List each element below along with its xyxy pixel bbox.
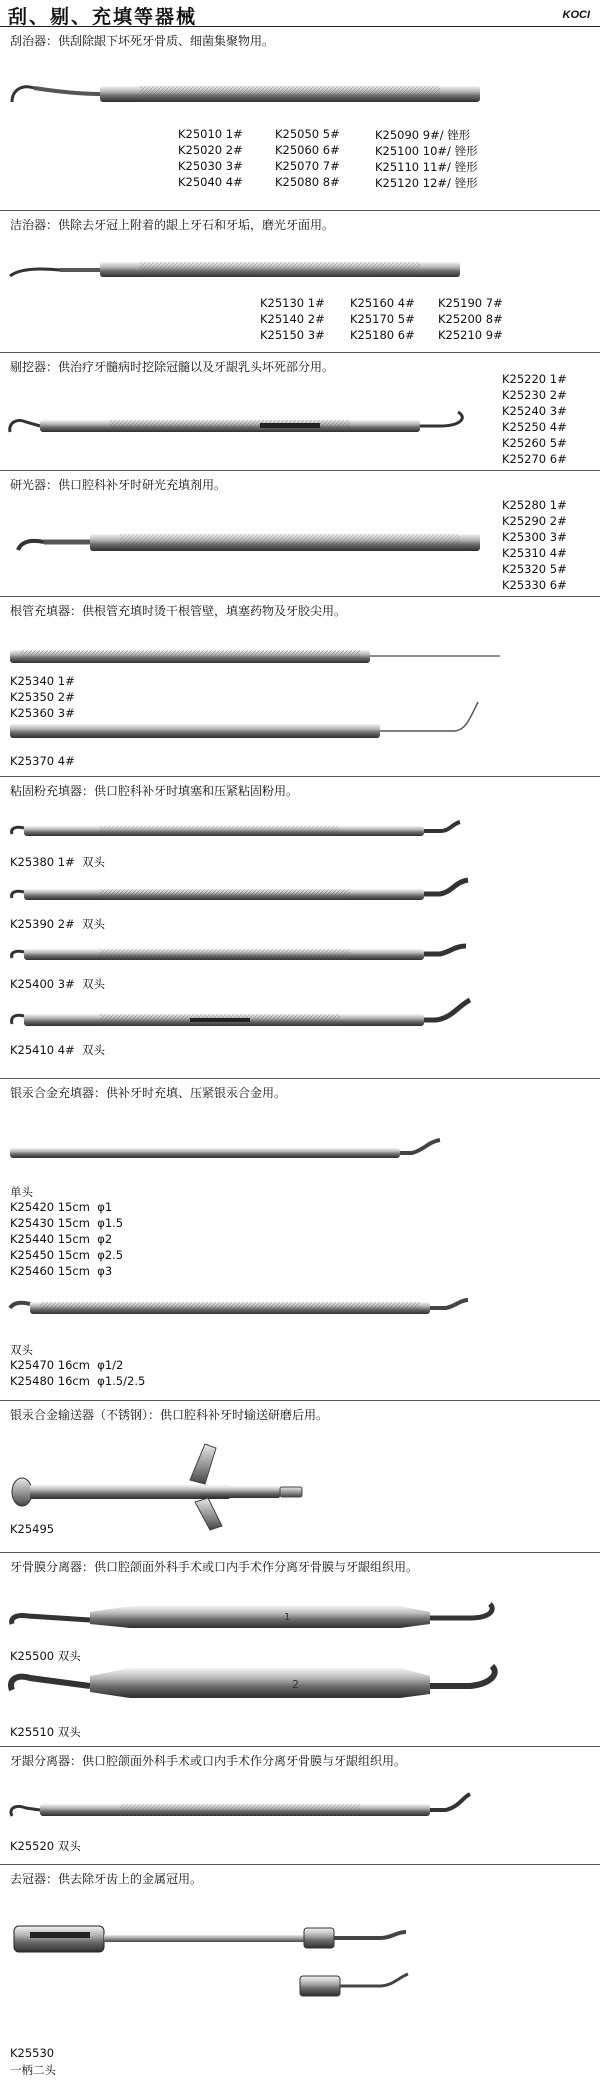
section-excavator	[0, 354, 600, 470]
section-root-canal-filler	[0, 598, 600, 776]
code-item: K25060 6#	[275, 143, 340, 157]
section-cement-filler	[0, 778, 600, 1078]
code-item: K25420 15cm φ1	[10, 1200, 113, 1214]
page-title: 刮、剔、充填等器械	[8, 6, 198, 28]
cleaner-instrument	[0, 252, 600, 292]
code-item: K25380 1# 双头	[10, 855, 106, 869]
code-item: K25220 1#	[502, 372, 567, 386]
gingival-separator-instrument	[0, 1792, 600, 1832]
divider	[0, 210, 600, 211]
code-item: K25410 4# 双头	[10, 1043, 106, 1057]
amalgam-filler-single	[0, 1132, 600, 1172]
code-item: K25400 3# 双头	[10, 977, 106, 991]
code-item: K25230 2#	[502, 388, 567, 402]
group-label-single: 单头	[10, 1185, 33, 1199]
cement-filler-1	[0, 816, 600, 846]
divider	[0, 1864, 600, 1865]
section-title: 刮治器：供刮除龈下坏死牙骨质、细菌集聚物用。	[10, 34, 275, 48]
cement-filler-3	[0, 938, 600, 968]
code-item: K25160 4#	[350, 296, 415, 310]
code-item: K25130 1#	[260, 296, 325, 310]
section-amalgam-filler	[0, 1080, 600, 1400]
section-title: 牙骨膜分离器：供口腔颌面外科手术或口内手术作分离牙骨膜与牙龈组织用。	[10, 1560, 419, 1574]
instrument-mark: 1	[284, 1612, 291, 1623]
code-item: K25460 15cm φ3	[10, 1264, 113, 1278]
code-item: K25390 2# 双头	[10, 917, 106, 931]
code-item: K25450 15cm φ2.5	[10, 1248, 124, 1262]
section-periosteal-elevator	[0, 1554, 600, 1746]
code-item: K25070 7#	[275, 159, 340, 173]
code-item: K25360 3#	[10, 706, 75, 720]
code-item: K25470 16cm φ1/2	[10, 1358, 124, 1372]
section-cleaner	[0, 212, 600, 352]
section-title: 洁治器：供除去牙冠上附着的龈上牙石和牙垢，磨光牙面用。	[10, 218, 335, 232]
code-item: K25240 3#	[502, 404, 567, 418]
code-item: K25120 12#/ 锉形	[375, 176, 478, 190]
code-item: K25330 6#	[502, 578, 567, 592]
code-item: K25320 5#	[502, 562, 567, 576]
code-item: K25340 1#	[10, 674, 75, 688]
code-item: K25090 9#/ 锉形	[375, 128, 471, 142]
code-item: K25010 1#	[178, 127, 243, 141]
code-item: K25250 4#	[502, 420, 567, 434]
code-item: K25180 6#	[350, 328, 415, 342]
divider	[0, 352, 600, 353]
root-canal-filler-2	[0, 706, 600, 766]
code-item: K25430 15cm φ1.5	[10, 1216, 124, 1230]
periosteal-elevator-2	[0, 1662, 600, 1712]
section-title: 牙龈分离器：供口腔颌面外科手术或口内手术作分离牙骨膜与牙龈组织用。	[10, 1754, 407, 1768]
code-item: K25510 双头	[10, 1725, 81, 1739]
section-title: 去冠器：供去除牙齿上的金属冠用。	[10, 1872, 203, 1886]
code-item: K25300 3#	[502, 530, 567, 544]
code-item: K25040 4#	[178, 175, 243, 189]
divider	[0, 1552, 600, 1553]
code-item: K25310 4#	[502, 546, 567, 560]
section-amalgam-carrier	[0, 1402, 600, 1552]
instrument-mark: 2	[292, 1678, 299, 1691]
amalgam-carrier-instrument	[0, 1430, 600, 1530]
code-item: K25200 8#	[438, 312, 503, 326]
cement-filler-2	[0, 878, 600, 908]
cement-filler-4	[0, 1000, 600, 1036]
code-item: K25050 5#	[275, 127, 340, 141]
section-title: 银汞合金输送器（不锈钢）：供口腔科补牙时输送研磨后用。	[10, 1408, 329, 1422]
section-title: 银汞合金充填器：供补牙时充填、压紧银汞合金用。	[10, 1086, 287, 1100]
section-scaler	[0, 28, 600, 210]
crown-remover-instrument	[0, 1898, 600, 2008]
divider	[0, 1400, 600, 1401]
code-item: K25530	[10, 2046, 55, 2060]
divider	[0, 596, 600, 597]
scaler-tip	[12, 87, 34, 102]
code-item: K25020 2#	[178, 143, 243, 157]
section-gingival-separator	[0, 1748, 600, 1864]
page-header	[0, 0, 600, 27]
divider	[0, 1078, 600, 1079]
code-item: K25260 5#	[502, 436, 567, 450]
code-item: K25170 5#	[350, 312, 415, 326]
code-item: 一柄二头	[10, 2063, 56, 2077]
section-crown-remover	[0, 1866, 600, 2080]
section-title: 剔挖器：供治疗牙髓病时挖除冠髓以及牙龈乳头坏死部分用。	[10, 360, 335, 374]
code-item: K25100 10#/ 锉形	[375, 144, 478, 158]
group-label-double: 双头	[10, 1343, 33, 1357]
periosteal-elevator-1	[0, 1598, 600, 1638]
brand-logo: KOCI	[562, 9, 590, 21]
code-item: K25110 11#/ 锉形	[375, 160, 478, 174]
code-item: K25370 4#	[10, 754, 75, 768]
code-item: K25030 3#	[178, 159, 243, 173]
code-item: K25480 16cm φ1.5/2.5	[10, 1374, 146, 1388]
code-item: K25080 8#	[275, 175, 340, 189]
divider	[0, 1746, 600, 1747]
divider	[0, 776, 600, 777]
code-item: K25290 2#	[502, 514, 567, 528]
code-item: K25140 2#	[260, 312, 325, 326]
code-item: K25350 2#	[10, 690, 75, 704]
code-item: K25495	[10, 1522, 55, 1536]
root-canal-filler-1	[0, 642, 600, 672]
code-item: K25270 6#	[502, 452, 567, 466]
code-item: K25520 双头	[10, 1839, 81, 1853]
divider	[0, 470, 600, 471]
scaler-instrument	[0, 72, 600, 132]
code-item: K25190 7#	[438, 296, 503, 310]
section-title: 研光器：供口腔科补牙时研光充填剂用。	[10, 478, 227, 492]
amalgam-filler-double	[0, 1294, 600, 1324]
section-burnisher	[0, 472, 600, 596]
code-item: K25500 双头	[10, 1649, 81, 1663]
code-item: K25210 9#	[438, 328, 503, 342]
section-title: 根管充填器：供根管充填时烫干根管壁，填塞药物及牙胶尖用。	[10, 604, 347, 618]
code-item: K25150 3#	[260, 328, 325, 342]
code-item: K25280 1#	[502, 498, 567, 512]
section-title: 粘固粉充填器：供口腔科补牙时填塞和压紧粘固粉用。	[10, 784, 299, 798]
code-item: K25440 15cm φ2	[10, 1232, 113, 1246]
